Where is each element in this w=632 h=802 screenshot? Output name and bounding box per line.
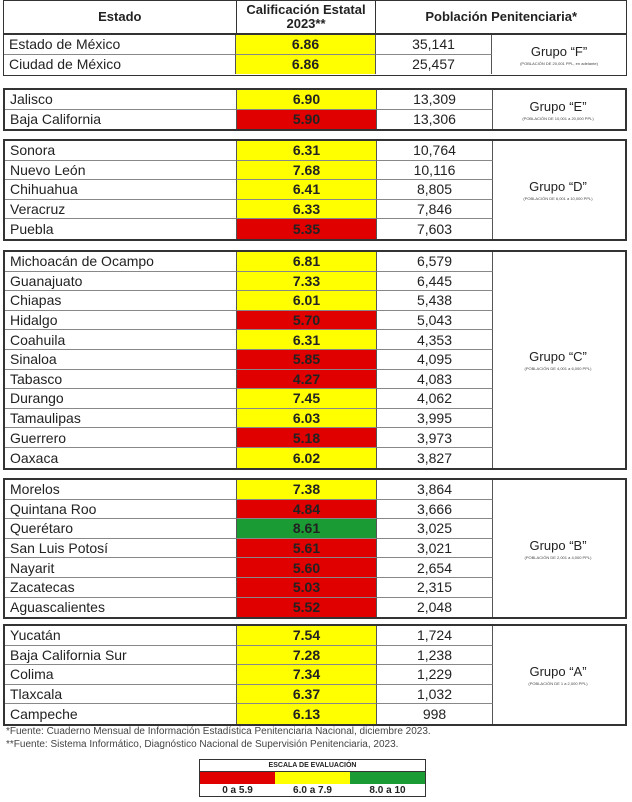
state-name: Guerrero — [5, 428, 237, 448]
state-population: 5,043 — [377, 311, 493, 331]
state-population: 3,995 — [377, 409, 493, 429]
group-block — [3, 624, 627, 726]
group-range: (POBLACIÓN DE 6,001 a 10,000 PPL) — [523, 196, 593, 201]
state-score: 4.27 — [237, 370, 377, 390]
header-calificacion: Calificación Estatal 2023** — [237, 1, 377, 33]
state-score: 6.33 — [237, 200, 377, 220]
state-population: 1,032 — [377, 685, 493, 705]
state-score: 5.18 — [237, 428, 377, 448]
state-name: Guanajuato — [5, 272, 237, 292]
state-population: 10,764 — [377, 141, 493, 161]
state-name: Querétaro — [5, 519, 237, 539]
scale-title: ESCALA DE EVALUACIÓN — [200, 760, 425, 772]
group-name: Grupo “C” — [529, 348, 587, 364]
state-score: 5.61 — [237, 539, 377, 559]
state-name: Puebla — [5, 219, 237, 239]
state-score: 6.13 — [237, 704, 377, 724]
state-name: Nayarit — [5, 558, 237, 578]
group-name: Grupo “D” — [529, 179, 587, 194]
state-score: 6.01 — [237, 291, 377, 311]
state-population: 25,457 — [376, 55, 492, 75]
state-score: 5.70 — [237, 311, 377, 331]
state-score: 6.90 — [237, 90, 377, 110]
state-name: Hidalgo — [5, 311, 237, 331]
state-population: 2,654 — [377, 558, 493, 578]
state-population: 1,229 — [377, 665, 493, 685]
state-population: 4,353 — [377, 330, 493, 350]
state-name: Durango — [5, 389, 237, 409]
state-name: Veracruz — [5, 200, 237, 220]
state-population: 5,438 — [377, 291, 493, 311]
state-score: 6.41 — [237, 180, 377, 200]
state-score: 8.61 — [237, 519, 377, 539]
state-score: 7.33 — [237, 272, 377, 292]
footnotes — [6, 725, 431, 751]
state-name: Coahuila — [5, 330, 237, 350]
state-score: 7.34 — [237, 665, 377, 685]
state-score: 5.60 — [237, 558, 377, 578]
state-population: 1,238 — [377, 646, 493, 666]
group-range: (POBLACIÓN DE 10,001 a 20,000 PPL) — [522, 115, 594, 121]
group-range: (POBLACIÓN DE 20,001 PPL, en adelante) — [520, 61, 598, 67]
state-score: 6.86 — [236, 55, 376, 75]
state-name: Chihuahua — [5, 180, 237, 200]
state-population: 10,116 — [377, 161, 493, 181]
state-population: 6,445 — [377, 272, 493, 292]
scale-label-green: 8.0 a 10 — [369, 785, 406, 796]
group-label — [491, 141, 625, 239]
state-score: 6.02 — [237, 448, 377, 468]
state-name: Colima — [5, 665, 237, 685]
state-score: 5.90 — [237, 110, 377, 130]
group-block — [3, 88, 627, 131]
state-score: 5.35 — [237, 219, 377, 239]
state-name: Jalisco — [5, 90, 237, 110]
state-score: 5.52 — [237, 598, 377, 618]
state-population: 3,666 — [377, 500, 493, 520]
state-name: Chiapas — [5, 291, 237, 311]
state-score: 7.38 — [237, 480, 377, 500]
group-label — [491, 626, 625, 724]
state-population: 1,724 — [377, 626, 493, 646]
group-label — [491, 90, 625, 129]
state-population: 2,315 — [377, 578, 493, 598]
scale-bar-yellow — [275, 772, 350, 784]
state-name: Quintana Roo — [5, 500, 237, 520]
state-name: Sinaloa — [5, 350, 237, 370]
state-name: Baja California Sur — [5, 646, 237, 666]
state-name: Morelos — [5, 480, 237, 500]
group-name: Grupo “E” — [529, 98, 587, 114]
state-population: 4,095 — [377, 350, 493, 370]
state-name: Ciudad de México — [4, 55, 236, 75]
state-population: 6,579 — [377, 252, 493, 272]
evaluation-scale — [199, 759, 426, 797]
state-population: 3,864 — [377, 480, 493, 500]
state-population: 3,827 — [377, 448, 493, 468]
state-population: 998 — [377, 704, 493, 724]
group-block — [3, 250, 627, 470]
group-label — [491, 480, 625, 617]
state-population: 13,309 — [377, 90, 493, 110]
group-range: (POBLACIÓN DE 2,001 a 4,000 PPL) — [524, 554, 592, 560]
state-score: 6.37 — [237, 685, 377, 705]
state-name: Estado de México — [4, 35, 236, 55]
table-header — [3, 0, 627, 34]
state-score: 5.85 — [237, 350, 377, 370]
state-name: Aguascalientes — [5, 598, 237, 618]
state-score: 7.28 — [237, 646, 377, 666]
state-score: 6.31 — [237, 141, 377, 161]
state-name: San Luis Potosí — [5, 539, 237, 559]
footnote-1: *Fuente: Cuaderno Mensual de Información Estadística Penitenciaria Nacional, diciembre 2023. — [6, 726, 431, 737]
group-name: Grupo “A” — [529, 664, 587, 679]
state-score: 6.31 — [237, 330, 377, 350]
state-population: 13,306 — [377, 110, 493, 130]
state-population: 35,141 — [376, 35, 492, 55]
group-range: (POBLACIÓN DE 4,001 a 6,000 PPL) — [524, 365, 592, 371]
group-range: (POBLACIÓN DE 1 a 2,000 PPL) — [528, 681, 588, 686]
state-name: Baja California — [5, 110, 237, 130]
state-population: 8,805 — [377, 180, 493, 200]
state-score: 7.54 — [237, 626, 377, 646]
group-name: Grupo “B” — [529, 537, 587, 553]
state-name: Campeche — [5, 704, 237, 724]
state-score: 6.81 — [237, 252, 377, 272]
state-population: 7,846 — [377, 200, 493, 220]
state-score: 7.68 — [237, 161, 377, 181]
group-block — [3, 139, 627, 241]
state-population: 4,083 — [377, 370, 493, 390]
group-block — [3, 34, 627, 76]
state-name: Yucatán — [5, 626, 237, 646]
state-name: Nuevo León — [5, 161, 237, 181]
header-poblacion: Población Penitenciaria* — [425, 9, 578, 24]
state-score: 6.03 — [237, 409, 377, 429]
footnote-2: **Fuente: Sistema Informático, Diagnóstico Nacional de Supervisión Penitenciaria, 2023. — [6, 739, 399, 750]
group-label — [491, 252, 625, 468]
state-score: 5.03 — [237, 578, 377, 598]
scale-bar-red — [200, 772, 275, 784]
scale-label-red: 0 a 5.9 — [222, 785, 253, 796]
state-name: Zacatecas — [5, 578, 237, 598]
group-name: Grupo “F” — [530, 44, 588, 60]
group-label — [492, 35, 626, 75]
state-score: 6.86 — [236, 35, 376, 55]
state-name: Sonora — [5, 141, 237, 161]
state-name: Oaxaca — [5, 448, 237, 468]
state-population: 3,973 — [377, 428, 493, 448]
state-name: Tamaulipas — [5, 409, 237, 429]
state-name: Tlaxcala — [5, 685, 237, 705]
scale-bar-green — [350, 772, 425, 784]
state-score: 7.45 — [237, 389, 377, 409]
scale-label-yellow: 6.0 a 7.9 — [293, 785, 332, 796]
state-score: 4.84 — [237, 500, 377, 520]
group-block — [3, 478, 627, 619]
state-population: 7,603 — [377, 219, 493, 239]
state-name: Michoacán de Ocampo — [5, 252, 237, 272]
state-name: Tabasco — [5, 370, 237, 390]
state-population: 4,062 — [377, 389, 493, 409]
state-population: 2,048 — [377, 598, 493, 618]
state-population: 3,021 — [377, 539, 493, 559]
header-estado: Estado — [4, 1, 237, 33]
state-population: 3,025 — [377, 519, 493, 539]
